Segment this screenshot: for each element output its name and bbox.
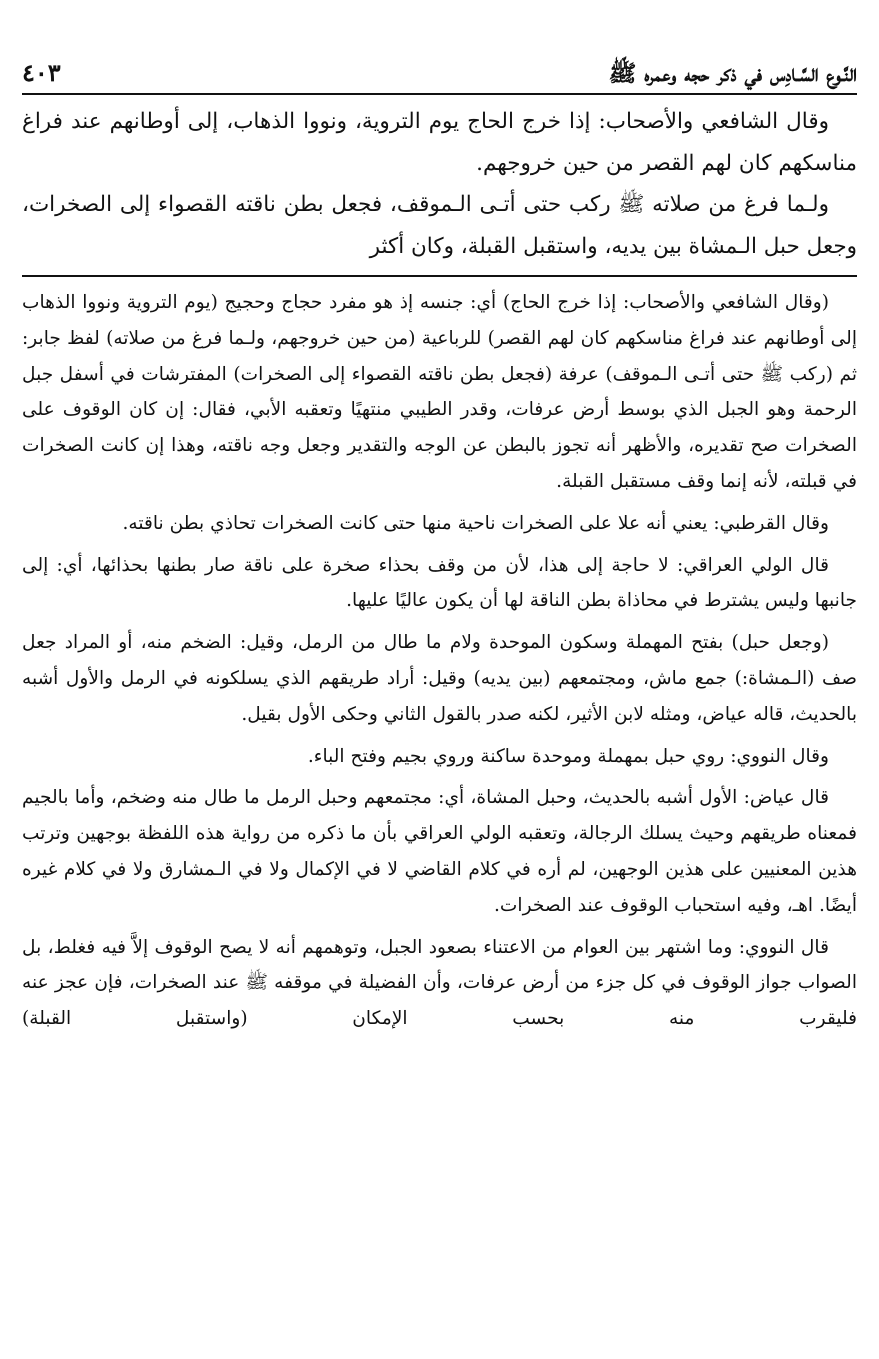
page	[22, 56, 857, 1043]
running-title: النَّـوع السَّـادِس في ذكر حجه وعمره ﷺ	[608, 60, 857, 87]
commentary-paragraph: (وقال الشافعي والأصحاب: إذا خرج الحاج) أي: جنسه إذ هو مفرد حجاج وحجيج (يوم التروية ونووا الذهاب إلى أوطانهم عند فراغ مناسكهم كان لهم القصر) للرباعية (من حين خروجهم، ولـما فرغ من صلاته) لفظ جابر: ثم (ركب ﷺ حتى أتـى الـموقف) عرفة (فجعل بطن ناقته القصواء إلى الصخرات) المفترشات في أسفل جبل الرحمة وهو الجبل الذي بوسط أرض عرفات، وقدر الطيبي منتهيًا وتعقبه الأبي، فقال: إن كان الوقوف على الصخرات صح تقديره، والأظهر أنه تجوز بالبطن عن الوجه والتقدير وجعل وجه ناقته، وهذا إن كانت الصخرات في قبلته، لأنه إنما وقف مستقبل القبلة.	[22, 292, 857, 492]
section-divider	[22, 275, 857, 277]
commentary-paragraph: (وجعل حبل) بفتح المهملة وسكون الموحدة ولام ما طال من الرمل، وقيل: الضخم منه، أو المراد جعل صف (الـمشاة:) جمع ماش، ومجتمعهم (بين يديه) وقيل: أراد طريقهم الذي يسلكونه في الرمل والأول أشبه بالحديث، قاله عياض، ومثله لابن الأثير، لكنه صدر بالقول الثاني وحكى الأول بقيل.	[22, 632, 857, 725]
header-rule	[22, 93, 857, 95]
page-header	[22, 56, 857, 91]
commentary-paragraph: قال الولي العراقي: لا حاجة إلى هذا، لأن من وقف بحذاء صخرة على ناقة صار بطنها بحذائها، أي: إلى جانبها وليس يشترط في محاذاة بطن الناقة لها أن يكون عاليًا عليها.	[22, 554, 857, 612]
commentary-text	[22, 285, 857, 1037]
commentary-paragraph: وقال القرطبي: يعني أنه علا على الصخرات ناحية منها حتى كانت الصخرات تحاذي بطن ناقته.	[122, 512, 829, 534]
matn-text	[22, 101, 857, 267]
matn-paragraph: وقال الشافعي والأصحاب: إذا خرج الحاج يوم التروية، ونووا الذهاب، إلى أوطانهم عند فراغ مناسكهم كان لهم القصر من حين خروجهم.	[22, 109, 857, 176]
commentary-paragraph: وقال النووي: روي حبل بمهملة وموحدة ساكنة وروي بجيم وفتح الباء.	[307, 745, 829, 767]
commentary-paragraph: قال النووي: وما اشتهر بين العوام من الاعتناء بصعود الجبل، وتوهمهم أنه لا يصح الوقوف إلاَّ فيه فغلط، بل الصواب جواز الوقوف في كل جزء من أرض عرفات، وأن الفضيلة في موقفه ﷺ عند الصخرات، فإن عجز عنه فليقرب منه بحسب الإمكان (واستقبل القبلة)	[22, 936, 857, 1030]
matn-paragraph: ولـما فرغ من صلاته ﷺ ركب حتى أتـى الـموقف، فجعل بطن ناقته القصواء إلى الصخرات، وجعل حبل الـمشاة بين يديه، واستقبل القبلة، وكان أكثر	[22, 192, 857, 259]
commentary-paragraph: قال عياض: الأول أشبه بالحديث، وحبل المشاة، أي: مجتمعهم وحبل الرمل ما طال منه وضخم، وأما بالجيم فمعناه طريقهم وحيث يسلك الرجالة، وتعقبه الولي العراقي بأن ما ذكره من رواية هذه اللفظة بوجهين وترتب هذين المعنيين على هذين الوجهين، لم أره في كلام القاضي لا في الإكمال ولا في الـمشارق ولا في كلام غيره أيضًا. اهـ، وفيه استحباب الوقوف عند الصخرات.	[22, 787, 857, 916]
page-number: ٤٠٣	[22, 58, 61, 87]
